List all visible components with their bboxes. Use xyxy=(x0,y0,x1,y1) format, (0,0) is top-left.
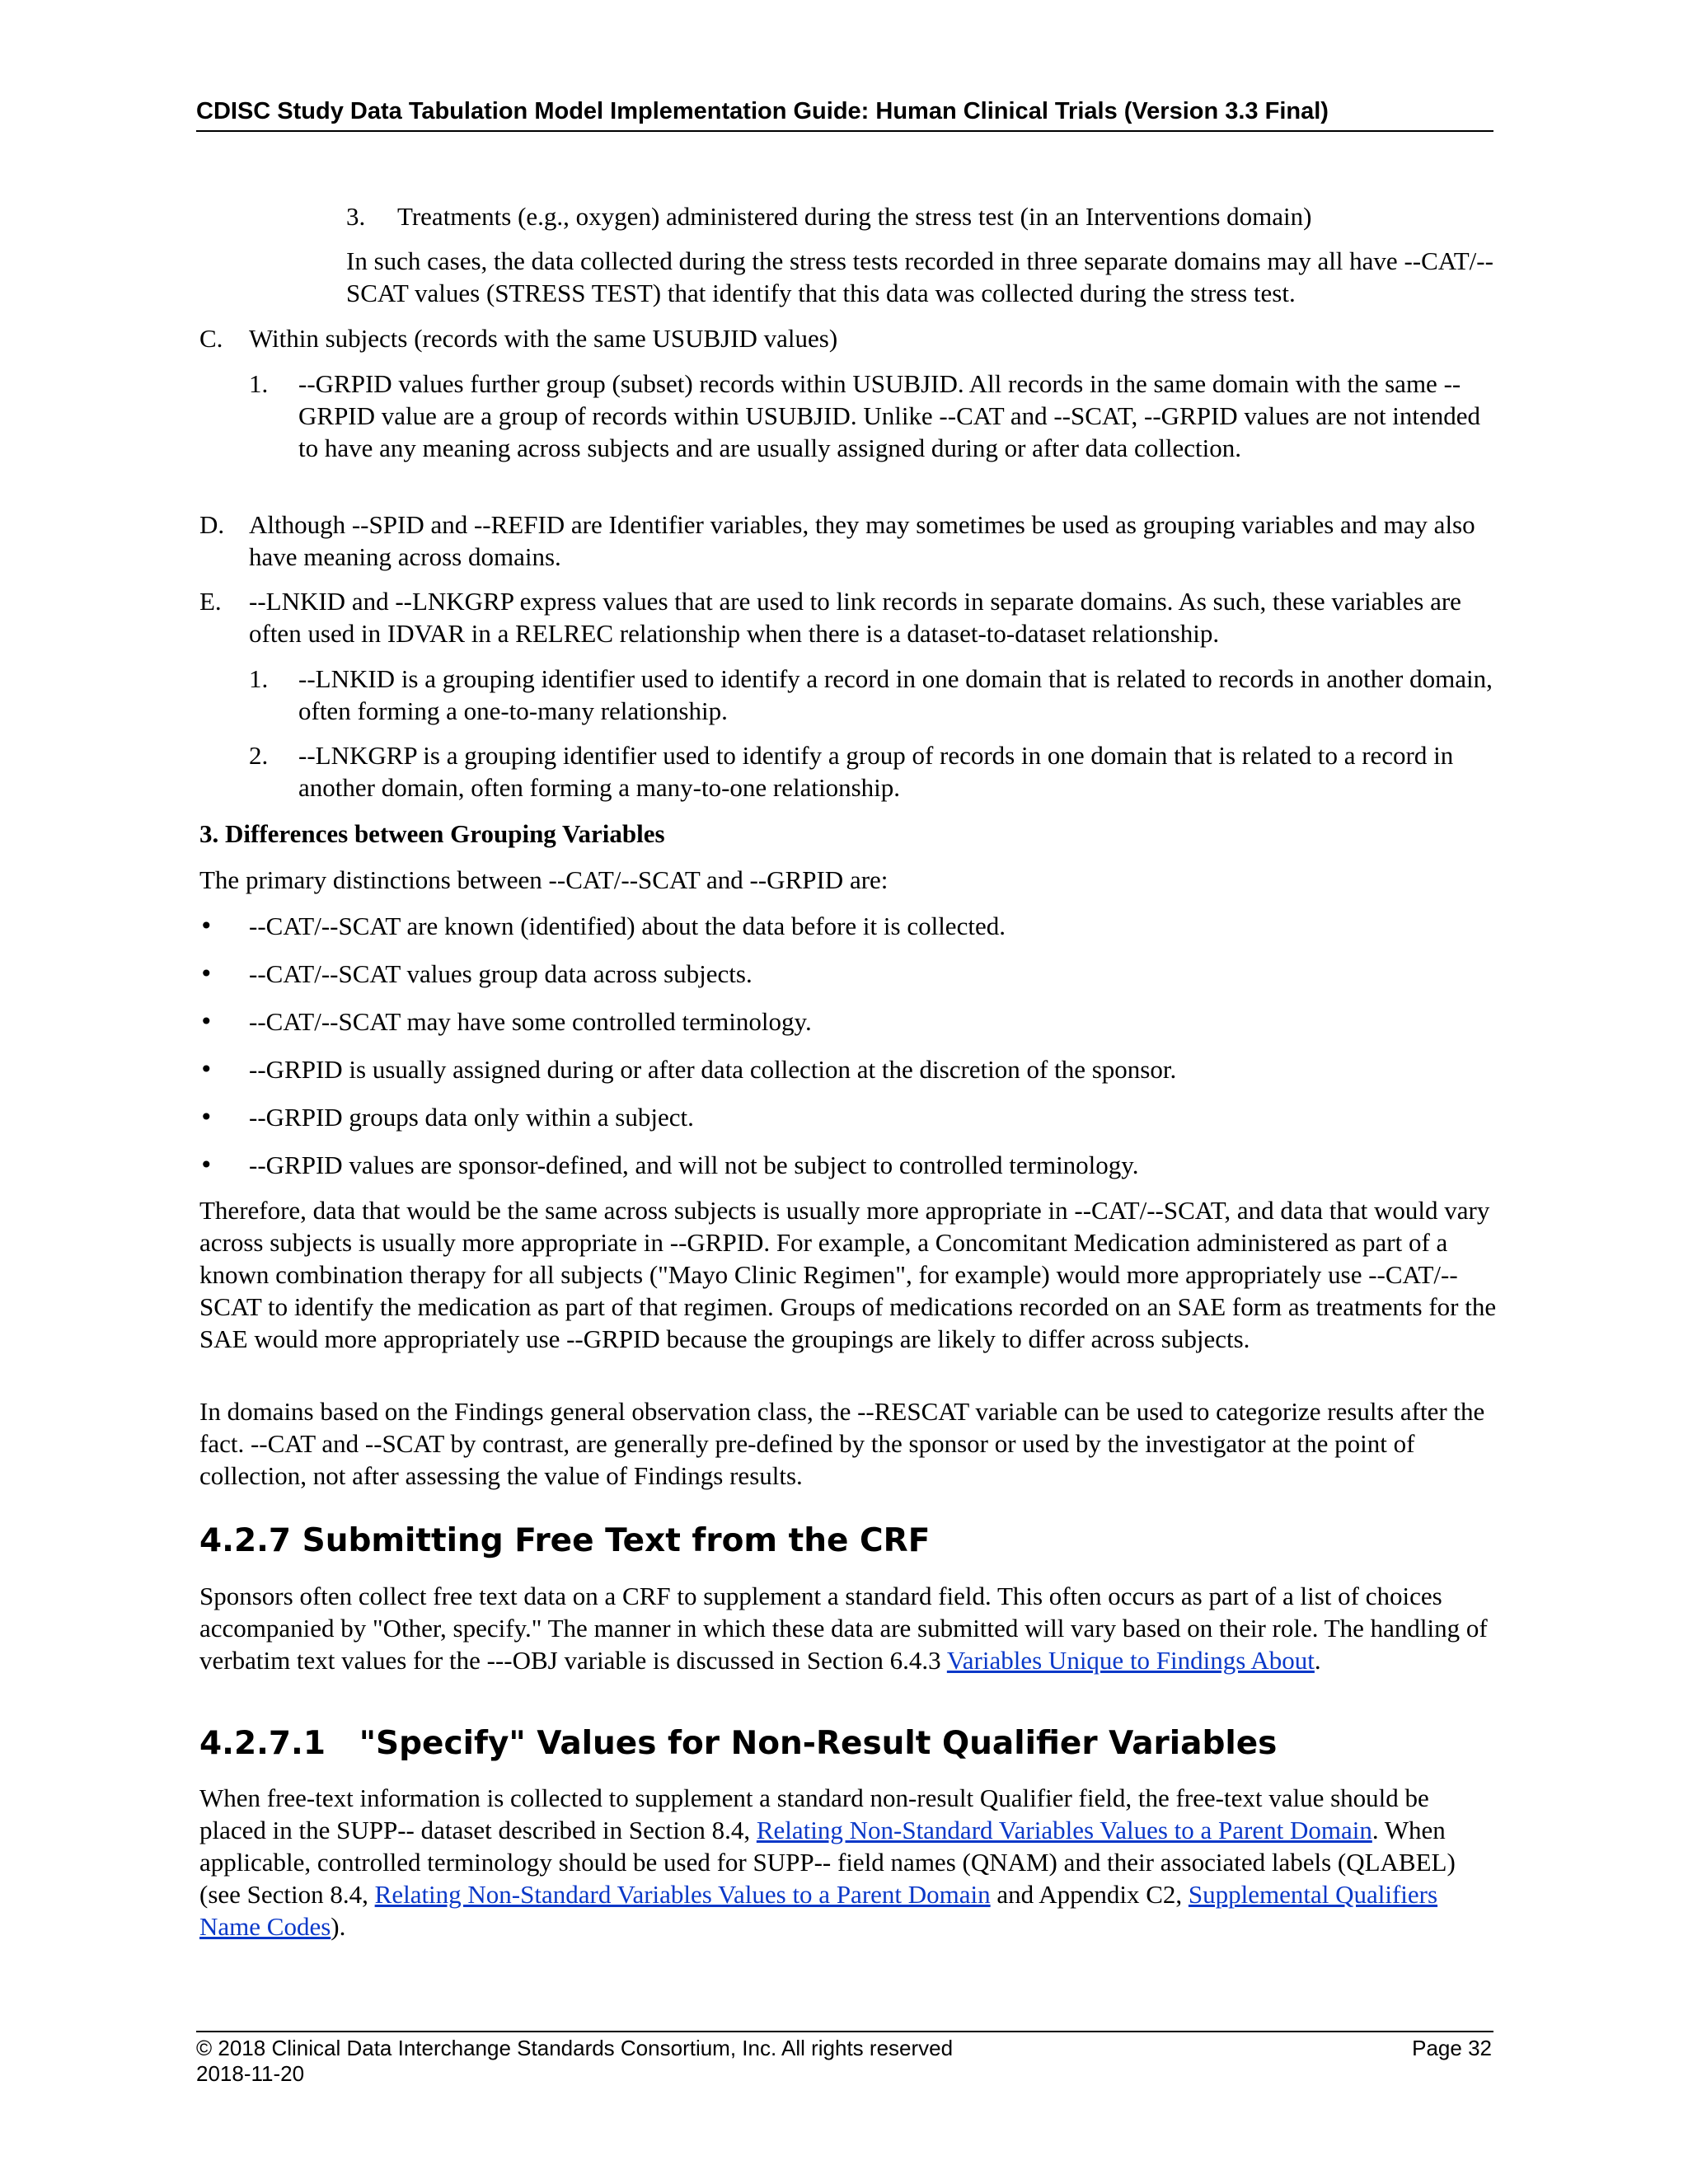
header-rule xyxy=(196,130,1493,132)
list-item-text: Treatments (e.g., oxygen) administered during the stress test (in an Interventions domain) xyxy=(397,202,1312,231)
bullet-icon: • xyxy=(199,960,213,987)
section-3-intro: The primary distinctions between --CAT/--SCAT and --GRPID are: xyxy=(199,865,889,894)
list-marker: 2. xyxy=(249,741,269,770)
link-relating-non-standard-variables-2[interactable]: Relating Non-Standard Variables Values to a Parent Domain xyxy=(374,1880,991,1909)
list-item-c xyxy=(199,322,1500,354)
bullet-icon: • xyxy=(199,1008,213,1035)
list-marker: E. xyxy=(199,587,222,616)
bullet-icon: • xyxy=(199,1056,213,1083)
bullet-text: --GRPID groups data only within a subject. xyxy=(249,1103,694,1132)
list-item-e xyxy=(199,585,1500,649)
bullet-item xyxy=(199,958,1500,990)
bullet-text: --GRPID values are sponsor-defined, and will not be subject to controlled terminology. xyxy=(249,1151,1139,1179)
section-4-2-7-paragraph xyxy=(199,1580,1500,1676)
section-4-2-7-1-heading: 4.2.7.1 "Specify" Values for Non-Result Qualifier Variables xyxy=(199,1725,1278,1762)
footer-date: 2018-11-20 xyxy=(196,2061,305,2086)
list-item-d xyxy=(199,509,1500,573)
bullet-icon: • xyxy=(199,1104,213,1131)
bullet-icon: • xyxy=(199,912,213,940)
bullet-icon: • xyxy=(199,1151,213,1179)
footer-copyright: © 2018 Clinical Data Interchange Standards Consortium, Inc. All rights reserved xyxy=(196,2036,954,2060)
b-note-paragraph: In such cases, the data collected during the stress tests recorded in three separate domains may all have --CAT/--SCAT values (STRESS TEST) that identify that this data was collected during the stress test. xyxy=(346,246,1493,307)
bullet-text: --CAT/--SCAT values group data across subjects. xyxy=(249,959,753,988)
list-item-b3 xyxy=(346,200,1500,232)
list-item-text: --GRPID values further group (subset) records within USUBJID. All records in the same domain with the same --GRPID value are a group of records within USUBJID. Unlike --CAT and --SCAT, --GRPID values are not intended to have any meaning across subjects and are usually assigned during or after data collection. xyxy=(298,369,1481,462)
paragraph-therefore: Therefore, data that would be the same across subjects is usually more appropriate in --CAT/--SCAT, and data that would vary across subjects is usually more appropriate in --GRPID. For example, a Concomitant Medication administered as part of a known combination therapy for all subjects ("Mayo Clinic Regimen", for example) would more appropriately use --CAT/--SCAT to identify the medication as part of that regimen. Groups of medications recorded on an SAE form as treatments for the SAE would more appropriately use --GRPID because the groupings are likely to differ across subjects. xyxy=(199,1196,1497,1353)
list-item-text: --LNKID and --LNKGRP express values that are used to link records in separate domains. As such, these variables are often used in IDVAR in a RELREC relationship when there is a dataset-to-dataset relationship. xyxy=(249,587,1461,648)
section-4-2-7-heading: 4.2.7 Submitting Free Text from the CRF xyxy=(199,1522,931,1559)
list-marker: D. xyxy=(199,510,225,539)
link-variables-unique-findings-about[interactable]: Variables Unique to Findings About xyxy=(946,1646,1315,1675)
bullet-item xyxy=(199,1101,1500,1133)
section-3-heading: 3. Differences between Grouping Variables xyxy=(199,819,665,848)
paragraph-text: When free-text information is collected to supplement a standard non-result Qualifier field, the free-text value should be placed in the SUPP-- dataset described in Section 8.4, xyxy=(199,1783,1429,1844)
bullet-text: --CAT/--SCAT may have some controlled terminology. xyxy=(249,1007,812,1036)
footer-page-number: Page 32 xyxy=(1412,2036,1492,2060)
bullet-text: --GRPID is usually assigned during or after data collection at the discretion of the sponsor. xyxy=(249,1055,1177,1084)
paragraph-text: . xyxy=(1314,1646,1321,1675)
paragraph-text: . When applicable, controlled terminology should be used for SUPP-- field names (QNAM) and their associated labels (QLABEL) (see Section 8.4, xyxy=(199,1816,1456,1909)
link-relating-non-standard-variables[interactable]: Relating Non-Standard Variables Values to a Parent Domain xyxy=(756,1816,1372,1844)
footer-rule xyxy=(196,2031,1493,2032)
list-item-e1 xyxy=(249,663,1500,727)
bullet-item xyxy=(199,910,1500,942)
paragraph-text: and Appendix C2, xyxy=(990,1880,1189,1909)
paragraph-findings: In domains based on the Findings general observation class, the --RESCAT variable can be used to categorize results after the fact. --CAT and --SCAT by contrast, are generally pre-defined by the sponsor or used by the investigator at the point of collection, not after assessing the value of Findings results. xyxy=(199,1397,1485,1490)
list-marker: C. xyxy=(199,324,223,353)
paragraph-text: ). xyxy=(331,1912,346,1941)
list-item-text: --LNKGRP is a grouping identifier used to identify a group of records in one domain that is related to a record in another domain, often forming a many-to-one relationship. xyxy=(298,741,1454,802)
list-item-text: Although --SPID and --REFID are Identifier variables, they may sometimes be used as grouping variables and may also have meaning across domains. xyxy=(249,510,1475,571)
list-item-text: Within subjects (records with the same USUBJID values) xyxy=(249,324,838,353)
list-item-c1 xyxy=(249,368,1500,464)
bullet-item xyxy=(199,1005,1500,1038)
link-supplemental-qualifiers-name-codes[interactable]: Supplemental Qualifiers Name Codes xyxy=(199,1880,1438,1941)
list-marker: 1. xyxy=(249,369,269,398)
bullet-text: --CAT/--SCAT are known (identified) about the data before it is collected. xyxy=(249,912,1006,940)
bullet-item xyxy=(199,1149,1500,1181)
section-4-2-7-1-paragraph xyxy=(199,1782,1500,1943)
paragraph-text: Sponsors often collect free text data on a CRF to supplement a standard field. This often occurs as part of a list of choices accompanied by "Other, specify." The manner in which these data are submitted will vary based on their role. The handling of verbatim text values for the ---OBJ variable is discussed in Section 6.4.3 xyxy=(199,1582,1488,1675)
list-item-text: --LNKID is a grouping identifier used to identify a record in one domain that is related to records in another domain, often forming a one-to-many relationship. xyxy=(298,664,1493,725)
list-item-e2 xyxy=(249,739,1500,804)
bullet-item xyxy=(199,1053,1500,1085)
list-marker: 1. xyxy=(249,664,269,693)
running-header: CDISC Study Data Tabulation Model Implementation Guide: Human Clinical Trials (Version 3.3 Final) xyxy=(196,98,1329,124)
list-marker: 3. xyxy=(346,202,366,231)
